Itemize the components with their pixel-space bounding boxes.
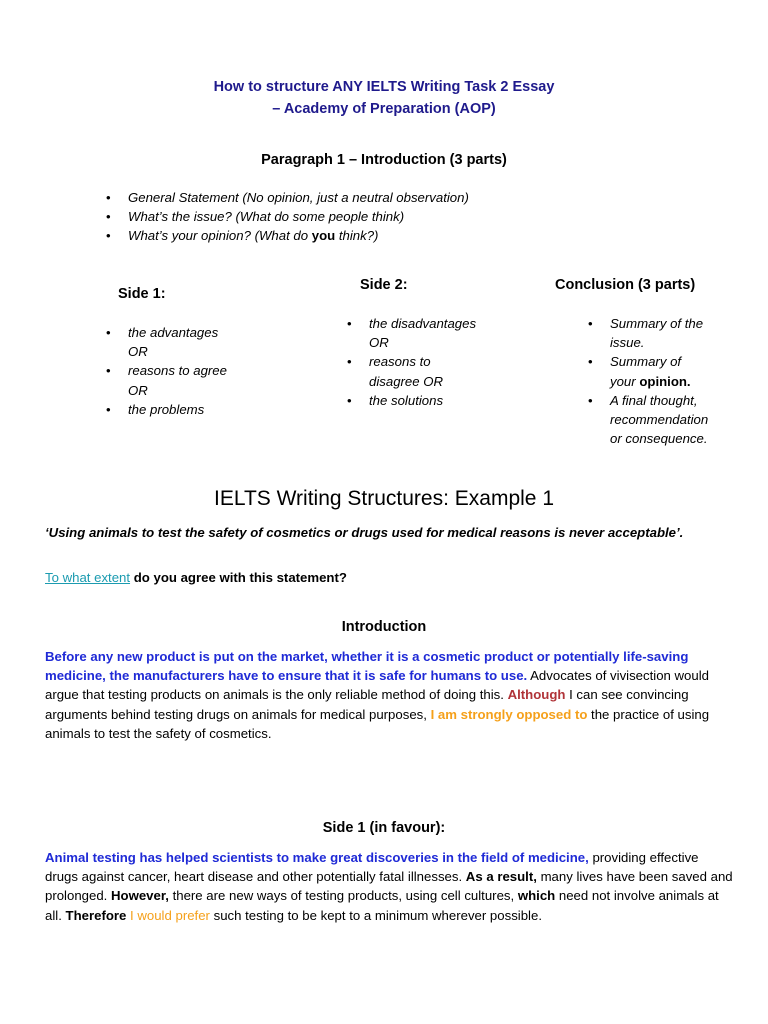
- list-item: • the advantages: [128, 323, 308, 342]
- bullet-icon: •: [106, 228, 111, 244]
- essay-question: [45, 568, 735, 587]
- title-line-2: – Academy of Preparation (AOP): [272, 101, 496, 117]
- side-1-list: [106, 323, 308, 419]
- list-item: • the disadvantages: [369, 314, 519, 333]
- question-text: do you agree with this statement?: [130, 570, 347, 585]
- document-title: [0, 76, 768, 120]
- bullet-icon: •: [588, 354, 593, 370]
- list-item: • A final thought,: [610, 391, 750, 410]
- title-line-1: How to structure ANY IELTS Writing Task 2 Essay: [213, 79, 555, 95]
- bullet-icon: •: [106, 363, 111, 379]
- bullet-icon: •: [347, 354, 352, 370]
- list-item: disagree OR: [369, 373, 444, 389]
- list-item: • General Statement (No opinion, just a neutral observation): [128, 188, 728, 207]
- side-1-heading: Side 1:: [118, 286, 166, 302]
- side-2-list: [347, 314, 519, 410]
- bullet-icon: •: [347, 392, 352, 408]
- bullet-icon: •: [588, 316, 593, 331]
- intro-bullet-list: [106, 188, 728, 246]
- bullet-icon: •: [106, 325, 111, 340]
- list-item: • What’s the issue? (What do some people think): [128, 207, 728, 226]
- side-1-paragraph: Animal testing has helped scientists to make great discoveries in the field of medicine, providing effective drugs against cancer, heart disease and other potentially fatal illnesses. As a result, many lives have been saved and prolonged. However, there are new ways of testing products, using cell cultures, which need not involve animals at all. Therefore I would prefer such testing to be kept to a minimum wherever possible.: [45, 850, 733, 923]
- conclusion-heading: Conclusion (3 parts): [555, 277, 696, 293]
- list-item: your opinion.: [610, 373, 691, 389]
- list-item: • Summary of the: [610, 314, 750, 333]
- list-item: • reasons to: [369, 352, 519, 371]
- list-item: • Summary of: [610, 352, 750, 371]
- list-item: • What’s your opinion? (What do you think?): [128, 226, 728, 245]
- introduction-paragraph: Before any new product is put on the market, whether it is a cosmetic product or potentially life-saving medicine, the manufacturers have to ensure that it is safe for humans to use. Advocates of vivisection would argue that testing products on animals is the only reliable method of doing this. Although I can see convincing arguments behind testing drugs on animals for medical purposes, I am strongly opposed to the practice of using animals to test the safety of cosmetics.: [45, 649, 710, 741]
- list-item: recommendation: [610, 412, 709, 428]
- essay-statement: ‘Using animals to test the safety of cosmetics or drugs used for medical reasons is never acceptable’.: [45, 525, 684, 540]
- list-item: or consequence.: [610, 431, 708, 447]
- list-item: • reasons to agree: [128, 361, 308, 380]
- list-item: OR: [128, 382, 148, 398]
- bullet-icon: •: [106, 190, 111, 205]
- conclusion-list: [588, 314, 750, 448]
- list-item: issue.: [610, 335, 645, 351]
- bullet-icon: •: [347, 316, 352, 331]
- example-title: IELTS Writing Structures: Example 1: [213, 487, 554, 510]
- bullet-icon: •: [106, 401, 111, 417]
- bullet-icon: •: [106, 209, 111, 225]
- side-2-heading: Side 2:: [360, 277, 408, 293]
- introduction-heading: Introduction: [341, 619, 427, 635]
- list-item: • the problems: [128, 400, 308, 419]
- bullet-icon: •: [588, 392, 593, 408]
- side-1-in-favour-heading: Side 1 (in favour):: [322, 820, 446, 836]
- list-item: OR: [128, 344, 148, 360]
- to-what-extent-link[interactable]: To what extent: [45, 570, 131, 585]
- list-item: • the solutions: [369, 391, 519, 410]
- paragraph-1-heading: Paragraph 1 – Introduction (3 parts): [261, 152, 507, 168]
- list-item: OR: [369, 335, 389, 351]
